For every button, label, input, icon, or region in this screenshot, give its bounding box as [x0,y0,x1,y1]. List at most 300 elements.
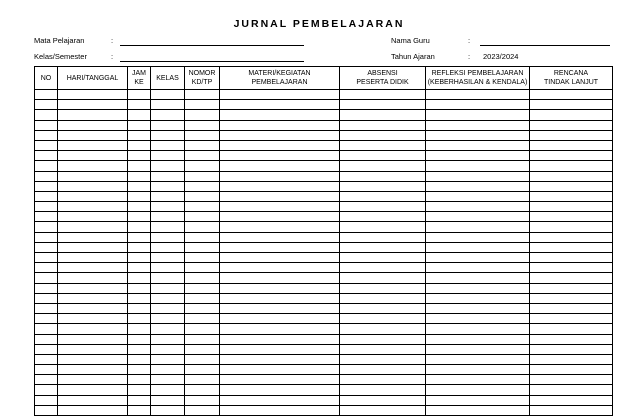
table-cell[interactable] [58,375,128,385]
table-cell[interactable] [426,375,530,385]
table-cell[interactable] [185,120,220,130]
table-cell[interactable] [151,253,185,263]
table-cell[interactable] [185,324,220,334]
table-cell[interactable] [220,293,340,303]
table-cell[interactable] [151,130,185,140]
table-cell[interactable] [151,202,185,212]
table-cell[interactable] [426,303,530,313]
table-cell[interactable] [426,344,530,354]
table-cell[interactable] [58,222,128,232]
table-cell[interactable] [58,263,128,273]
table-cell[interactable] [35,202,58,212]
column-header-hari-tanggal [58,67,128,90]
table-cell[interactable] [530,140,613,150]
table-cell[interactable] [220,191,340,201]
table-cell[interactable] [58,151,128,161]
table-cell[interactable] [35,354,58,364]
table-cell[interactable] [128,354,151,364]
table-cell[interactable] [340,110,426,120]
table-cell[interactable] [530,151,613,161]
table-cell[interactable] [35,324,58,334]
table-cell[interactable] [220,283,340,293]
table-cell[interactable] [128,130,151,140]
table-cell[interactable] [530,181,613,191]
table-cell[interactable] [151,140,185,150]
table-cell[interactable] [151,222,185,232]
table-cell[interactable] [340,324,426,334]
table-cell[interactable] [185,151,220,161]
table-cell[interactable] [530,273,613,283]
table-cell[interactable] [426,283,530,293]
table-cell[interactable] [58,324,128,334]
table-cell[interactable] [340,202,426,212]
table-cell[interactable] [426,385,530,395]
table-cell[interactable] [128,365,151,375]
table-cell[interactable] [220,181,340,191]
table-cell[interactable] [340,212,426,222]
table-cell[interactable] [58,242,128,252]
table-cell[interactable] [35,171,58,181]
table-cell[interactable] [426,161,530,171]
table-cell[interactable] [340,314,426,324]
table-cell[interactable] [151,273,185,283]
table-cell[interactable] [220,242,340,252]
table-cell[interactable] [185,405,220,415]
table-cell[interactable] [426,171,530,181]
table-cell[interactable] [220,140,340,150]
table-cell[interactable] [340,242,426,252]
table-cell[interactable] [58,344,128,354]
table-cell[interactable] [185,344,220,354]
table-cell[interactable] [35,283,58,293]
table-cell[interactable] [35,100,58,110]
table-cell[interactable] [340,375,426,385]
table-cell[interactable] [151,385,185,395]
table-cell[interactable] [151,303,185,313]
table-cell[interactable] [185,263,220,273]
table-cell[interactable] [58,354,128,364]
table-cell[interactable] [128,293,151,303]
table-cell[interactable] [128,375,151,385]
table-cell[interactable] [151,151,185,161]
table-cell[interactable] [426,232,530,242]
table-cell[interactable] [185,354,220,364]
table-cell[interactable] [340,283,426,293]
table-cell[interactable] [151,283,185,293]
table-cell[interactable] [151,191,185,201]
column-header-refleksi [426,67,530,90]
table-cell[interactable] [35,120,58,130]
table-cell[interactable] [128,395,151,405]
table-cell[interactable] [35,191,58,201]
table-cell[interactable] [128,151,151,161]
table-cell[interactable] [340,303,426,313]
table-cell[interactable] [35,405,58,415]
table-cell[interactable] [151,314,185,324]
table-cell[interactable] [185,222,220,232]
table-cell[interactable] [220,303,340,313]
table-cell[interactable] [128,140,151,150]
table-cell[interactable] [151,242,185,252]
table-cell[interactable] [220,212,340,222]
table-cell[interactable] [35,273,58,283]
table-cell[interactable] [58,253,128,263]
table-cell[interactable] [58,405,128,415]
table-cell[interactable] [530,405,613,415]
table-cell[interactable] [128,242,151,252]
table-cell[interactable] [340,232,426,242]
table-cell[interactable] [185,293,220,303]
table-cell[interactable] [58,140,128,150]
table-cell[interactable] [530,90,613,100]
table-cell[interactable] [426,324,530,334]
table-cell[interactable] [426,273,530,283]
table-cell[interactable] [220,365,340,375]
table-cell[interactable] [530,314,613,324]
table-cell[interactable] [151,181,185,191]
table-cell[interactable] [530,242,613,252]
table-cell[interactable] [128,120,151,130]
column-header-line: PESERTA DIDIK [356,79,409,86]
table-cell[interactable] [151,324,185,334]
table-cell[interactable] [530,263,613,273]
table-cell[interactable] [426,314,530,324]
table-cell[interactable] [185,283,220,293]
table-cell[interactable] [185,232,220,242]
table-cell[interactable] [128,405,151,415]
table-cell[interactable] [426,110,530,120]
table-cell[interactable] [426,405,530,415]
table-cell[interactable] [128,191,151,201]
table-cell[interactable] [530,283,613,293]
table-cell[interactable] [426,181,530,191]
table-cell[interactable] [35,242,58,252]
table-cell[interactable] [340,171,426,181]
table-cell[interactable] [58,314,128,324]
table-cell[interactable] [58,90,128,100]
table-cell[interactable] [185,110,220,120]
table-cell[interactable] [58,212,128,222]
table-cell[interactable] [128,100,151,110]
table-cell[interactable] [530,253,613,263]
table-cell[interactable] [151,375,185,385]
table-cell[interactable] [185,140,220,150]
table-cell[interactable] [530,395,613,405]
table-cell[interactable] [220,405,340,415]
table-cell[interactable] [185,130,220,140]
table-cell[interactable] [220,314,340,324]
table-cell[interactable] [151,263,185,273]
table-cell[interactable] [220,130,340,140]
table-cell[interactable] [185,375,220,385]
table-cell[interactable] [530,303,613,313]
table-cell[interactable] [58,395,128,405]
table-cell[interactable] [530,100,613,110]
table-cell[interactable] [340,354,426,364]
table-cell[interactable] [340,273,426,283]
table-cell[interactable] [35,161,58,171]
table-cell[interactable] [151,120,185,130]
table-cell[interactable] [185,202,220,212]
table-cell[interactable] [185,171,220,181]
table-cell[interactable] [35,303,58,313]
table-cell[interactable] [340,151,426,161]
table-cell[interactable] [35,253,58,263]
table-row [35,253,613,263]
table-cell[interactable] [530,161,613,171]
table-cell[interactable] [151,405,185,415]
table-cell[interactable] [128,181,151,191]
table-cell[interactable] [58,334,128,344]
table-cell[interactable] [530,375,613,385]
table-cell[interactable] [220,344,340,354]
table-cell[interactable] [35,375,58,385]
table-cell[interactable] [426,130,530,140]
table-cell[interactable] [58,171,128,181]
table-cell[interactable] [426,222,530,232]
table-cell[interactable] [185,334,220,344]
column-header-line: ABSENSI [367,70,398,77]
table-cell[interactable] [128,171,151,181]
table-cell[interactable] [58,110,128,120]
table-cell[interactable] [340,191,426,201]
table-cell[interactable] [220,90,340,100]
table-cell[interactable] [35,365,58,375]
table-cell[interactable] [426,191,530,201]
table-cell[interactable] [128,263,151,273]
table-cell[interactable] [340,293,426,303]
table-cell[interactable] [58,181,128,191]
table-cell[interactable] [128,110,151,120]
table-cell[interactable] [58,273,128,283]
table-cell[interactable] [220,263,340,273]
table-cell[interactable] [151,334,185,344]
table-cell[interactable] [58,232,128,242]
table-cell[interactable] [530,293,613,303]
table-cell[interactable] [340,385,426,395]
table-cell[interactable] [128,385,151,395]
table-cell[interactable] [220,100,340,110]
table-cell[interactable] [58,283,128,293]
table-cell[interactable] [220,171,340,181]
table-row [35,110,613,120]
table-cell[interactable] [128,212,151,222]
table-cell[interactable] [151,212,185,222]
table-row [35,293,613,303]
table-cell[interactable] [35,222,58,232]
column-header-line: (KEBERHASILAN & KENDALA) [427,79,528,86]
table-cell[interactable] [220,334,340,344]
table-cell[interactable] [35,293,58,303]
table-cell[interactable] [426,334,530,344]
table-cell[interactable] [58,303,128,313]
table-cell[interactable] [185,212,220,222]
table-cell[interactable] [426,263,530,273]
table-cell[interactable] [426,151,530,161]
table-cell[interactable] [151,232,185,242]
table-cell[interactable] [340,161,426,171]
table-cell[interactable] [128,344,151,354]
table-cell[interactable] [35,395,58,405]
table-cell[interactable] [35,212,58,222]
table-cell[interactable] [530,354,613,364]
table-cell[interactable] [530,385,613,395]
table-cell[interactable] [340,130,426,140]
table-cell[interactable] [151,354,185,364]
table-cell[interactable] [35,140,58,150]
table-cell[interactable] [220,385,340,395]
table-cell[interactable] [340,395,426,405]
table-cell[interactable] [426,293,530,303]
table-cell[interactable] [220,395,340,405]
table-cell[interactable] [128,232,151,242]
table-cell[interactable] [58,385,128,395]
table-cell[interactable] [58,130,128,140]
table-cell[interactable] [340,405,426,415]
table-cell[interactable] [530,191,613,201]
table-cell[interactable] [530,324,613,334]
table-cell[interactable] [35,232,58,242]
table-cell[interactable] [220,253,340,263]
table-cell[interactable] [151,365,185,375]
table-cell[interactable] [530,171,613,181]
class-semester-field[interactable] [120,61,304,62]
table-cell[interactable] [151,395,185,405]
table-cell[interactable] [426,253,530,263]
table-cell[interactable] [426,140,530,150]
table-cell[interactable] [530,120,613,130]
table-cell[interactable] [58,120,128,130]
table-cell[interactable] [58,293,128,303]
table-cell[interactable] [340,344,426,354]
table-cell[interactable] [220,222,340,232]
table-cell[interactable] [128,314,151,324]
table-cell[interactable] [530,212,613,222]
table-cell[interactable] [128,303,151,313]
table-cell[interactable] [185,395,220,405]
table-cell[interactable] [530,222,613,232]
table-cell[interactable] [151,90,185,100]
table-cell[interactable] [35,151,58,161]
table-cell[interactable] [128,161,151,171]
table-cell[interactable] [151,344,185,354]
table-cell[interactable] [426,354,530,364]
table-cell[interactable] [530,232,613,242]
table-cell[interactable] [220,120,340,130]
table-cell[interactable] [220,232,340,242]
table-cell[interactable] [58,202,128,212]
table-cell[interactable] [128,283,151,293]
table-cell[interactable] [340,90,426,100]
table-cell[interactable] [220,151,340,161]
table-cell[interactable] [220,354,340,364]
table-cell[interactable] [128,334,151,344]
table-cell[interactable] [340,120,426,130]
table-cell[interactable] [151,100,185,110]
table-cell[interactable] [35,263,58,273]
table-cell[interactable] [35,385,58,395]
table-cell[interactable] [426,120,530,130]
table-cell[interactable] [128,90,151,100]
table-cell[interactable] [35,334,58,344]
teacher-field[interactable] [480,45,610,46]
table-cell[interactable] [35,90,58,100]
table-cell[interactable] [151,161,185,171]
table-cell[interactable] [185,161,220,171]
column-header-line: TINDAK LANJUT [543,79,599,86]
table-cell[interactable] [426,365,530,375]
table-cell[interactable] [58,365,128,375]
table-cell[interactable] [35,181,58,191]
table-cell[interactable] [340,222,426,232]
table-cell[interactable] [220,202,340,212]
table-cell[interactable] [530,365,613,375]
table-cell[interactable] [58,191,128,201]
table-cell[interactable] [185,365,220,375]
table-cell[interactable] [340,140,426,150]
table-cell[interactable] [128,253,151,263]
table-cell[interactable] [185,100,220,110]
table-cell[interactable] [220,375,340,385]
table-cell[interactable] [340,365,426,375]
table-cell[interactable] [151,110,185,120]
table-cell[interactable] [58,161,128,171]
table-cell[interactable] [340,181,426,191]
table-cell[interactable] [340,100,426,110]
table-cell[interactable] [151,293,185,303]
table-cell[interactable] [185,314,220,324]
table-cell[interactable] [220,324,340,334]
table-cell[interactable] [128,324,151,334]
table-cell[interactable] [530,130,613,140]
table-cell[interactable] [530,202,613,212]
table-cell[interactable] [426,242,530,252]
table-cell[interactable] [185,181,220,191]
table-cell[interactable] [128,222,151,232]
table-cell[interactable] [220,110,340,120]
table-cell[interactable] [426,100,530,110]
table-cell[interactable] [530,334,613,344]
table-cell[interactable] [35,344,58,354]
table-cell[interactable] [128,202,151,212]
table-cell[interactable] [185,273,220,283]
table-cell[interactable] [185,191,220,201]
table-cell[interactable] [426,90,530,100]
table-cell[interactable] [220,273,340,283]
table-cell[interactable] [426,395,530,405]
table-cell[interactable] [426,202,530,212]
table-cell[interactable] [58,100,128,110]
table-cell[interactable] [426,212,530,222]
table-cell[interactable] [35,314,58,324]
table-cell[interactable] [35,130,58,140]
table-cell[interactable] [185,385,220,395]
table-cell[interactable] [340,334,426,344]
table-cell[interactable] [340,263,426,273]
table-cell[interactable] [185,303,220,313]
table-cell[interactable] [128,273,151,283]
table-cell[interactable] [151,171,185,181]
table-cell[interactable] [340,253,426,263]
table-cell[interactable] [185,90,220,100]
table-cell[interactable] [35,110,58,120]
table-cell[interactable] [530,344,613,354]
table-cell[interactable] [220,161,340,171]
table-cell[interactable] [185,253,220,263]
table-cell[interactable] [530,110,613,120]
subject-field[interactable] [120,45,304,46]
table-cell[interactable] [185,242,220,252]
